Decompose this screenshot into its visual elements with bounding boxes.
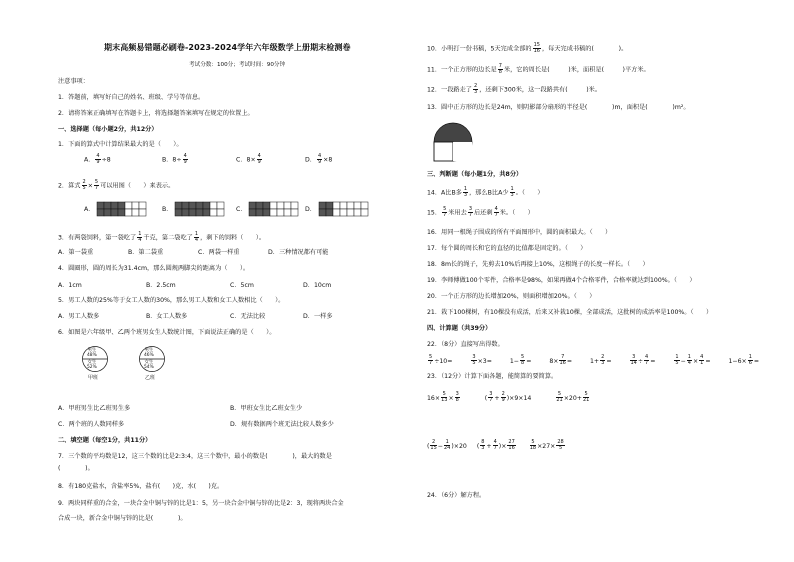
grid-cell [291,202,298,209]
pie-yi-male-label: 男生 46% [144,348,154,358]
grid-cell [347,209,354,216]
calc23-item: $\frac{5}{21}$ ×20+ $\frac{5}{21}$ [556,391,590,403]
grid-cell [217,202,224,209]
notice-2: 2．请将答案正确填写在答题卡上，将选择题答案填写在规定的位置上。 [58,110,254,117]
grid-cell [203,209,210,216]
q3: 3．有两袋饲料，第一袋吃了 $\frac{1}{4}$ 千克，第二袋吃了 $\frac{1}{4}$ ，剩下的饲料（ ）。 [58,231,266,243]
circle-square-figure [433,122,473,162]
calc22-item: $\frac{1}{5}$ − $\frac{1}{4}$ × $\frac{4}{1}$ = [675,354,711,366]
grid-cell [139,209,146,216]
grid-cell [340,209,347,216]
grid-cell [189,209,196,216]
q2-opt-b: B． [162,201,232,217]
page-title: 期末高频易错题必刷卷-2023-2024学年六年级数学上册期末检测卷 [104,43,351,52]
q3-opt-a: A．第一袋重 [58,249,94,256]
q4-opt-c: C．5cm [230,282,254,289]
grid-cell [189,202,196,209]
grid-cell [284,209,291,216]
calc22-item: 1+ $\frac{2}{3}$ = [590,354,612,366]
pie-jia-male-label: 男生 48% [87,348,97,358]
q1-opt-c: C．8× $\frac{4}{9}$ [236,153,261,165]
section-fill-head: 二、填空题（每空1分，共11分） [58,437,152,444]
grid-figure-d [318,201,376,217]
q21: 21．栽下100棵树，有10棵没有成活，后来又补栽10棵，全部成活，这批树的成活率是100%。（ ） [427,309,713,316]
grid-cell [111,209,118,216]
grid-figure-c [248,201,306,217]
calc22-item: 1−6× $\frac{1}{6}$ = [728,354,760,366]
grid-cell [326,202,333,209]
q7: 7．三个数的平均数是12，这三个数的比是2:3:4，这三个数中，最小的数是( )，最大的数是 [58,453,332,460]
q2: 2．算式 $\frac{2}{5}$ × $\frac{5}{7}$ 可以用图（ ）来表示。 [58,179,175,191]
grid-cell [263,209,270,216]
grid-cell [277,202,284,209]
pie-chart-jia [82,346,108,389]
pie-jia-female-label: 女生 52% [87,360,97,370]
calc23-item: ( $\frac{2}{15}$ − $\frac{1}{24}$ )×20 [427,439,467,451]
q6-opt-a: A．甲班男生比乙班男生多 [58,405,131,412]
q7-cont: ( )。 [58,465,94,472]
section-judge-head: 三、判断题（每小题1分，共8分） [427,171,523,178]
grid-cell [175,209,182,216]
grid-figure-b [174,201,232,217]
grid-cell [97,209,104,216]
q6-opt-d: D．规有数据两个班无法比较人数多少 [230,421,334,428]
q13: 13．圆中正方形的边长是24m，则阴影部分扇形的半径是( )m，面积是( )m²。 [427,104,690,111]
calc22-item: $\frac{3}{14}$ ÷ $\frac{4}{7}$ = [630,354,656,366]
calc23-item: $\frac{5}{18}$ ×27× $\frac{28}{5}$ [529,439,564,451]
q2-opt-c: C． [236,201,306,217]
q4: 4．圆圈形，圆的周长为31.4cm，那么圆规两脚尖的距离为（ ）。 [58,265,250,272]
q3-opt-b: B．第二袋重 [128,249,164,256]
grid-cell [132,202,139,209]
calc23-item: ( $\frac{3}{7}$ + $\frac{2}{9}$ )×9×14 [484,391,532,403]
grid-cell [196,209,203,216]
q3-opt-c: C．两袋一样重 [198,249,240,256]
grid-cell [182,202,189,209]
q9-cont: 合成一块，新合金中铜与锌的比是( )。 [58,515,187,522]
calc23-row-1 [427,392,590,403]
grid-cell [182,209,189,216]
q16: 16．用同一根绳子围成的所有平面图形中，圆的面积最大。（ ） [427,229,612,236]
grid-cell [249,202,256,209]
q8: 8．有180克盐水，含盐率5%，盐有( )克，水( )克。 [58,483,224,490]
q5: 5．男工人数的25%等于女工人数的30%，那么男工人数和女工人数相比（ ）。 [58,297,285,304]
q15: 15． $\frac{5}{7}$ 米用去 $\frac{3}{7}$ 后还剩 $\frac{4}{7}$ 米。（ ） [427,206,534,218]
grid-cell [284,202,291,209]
pie-yi-name: 乙班 [145,375,156,381]
grid-cell [354,209,361,216]
q1-opt-d: D． $\frac{4}{9}$ ×8 [305,153,333,165]
grid-cell [347,202,354,209]
grid-cell [326,209,333,216]
q5-opt-a: A．男工人数多 [58,313,100,320]
notice-head: 注意事项： [58,78,89,85]
grid-cell [217,209,224,216]
grid-cell [125,202,132,209]
notice-1: 1．答题前，填写好自己的姓名、班级、学号等信息。 [58,94,205,101]
grid-cell [361,209,368,216]
grid-cell [125,209,132,216]
q5-opt-b: B．女工人数多 [146,313,188,320]
grid-cell [111,202,118,209]
grid-cell [132,209,139,216]
section-choice-head: 一、选择题（每小题2分，共12分） [58,126,158,133]
grid-cell [139,202,146,209]
grid-cell [361,202,368,209]
grid-cell [319,209,326,216]
grid-cell [270,209,277,216]
q20: 20．一个正方形的边长增加20%，则面积增加20%。（ ） [427,293,596,300]
section-calc-head: 四、计算题（共39分） [427,325,492,332]
grid-cell [319,202,326,209]
grid-cell [333,209,340,216]
grid-cell [175,202,182,209]
calc22-item: $\frac{5}{7}$ ÷10= [429,354,453,366]
grid-cell [340,202,347,209]
grid-cell [210,209,217,216]
grid-cell [256,209,263,216]
q11: 11．一个正方形的边长是 $\frac{7}{8}$ 米，它的周长是( )米，面积是( )平方米。 [427,63,650,75]
calc22-item: 8× $\frac{7}{16}$ = [549,354,573,366]
q2-opt-d: D． [305,201,376,217]
q6: 6．如图是六年级甲、乙两个班男女生人数统计图，下面说法正确的是（ ）。 [58,329,276,336]
grid-cell [104,209,111,216]
q14: 14．A比B多 $\frac{1}{3}$ ，那么B比A少 $\frac{1}{3}$ 。（ ） [427,186,544,198]
q1-opt-b: B．8÷ $\frac{4}{9}$ [162,153,187,165]
q9: 9．两块同样重的合金，一块合金中铜与锌的比是1：5，另一块合金中铜与锌的比是2：3，现将两块合金 [58,500,344,507]
grid-cell [97,202,104,209]
grid-cell [118,209,125,216]
q5-opt-c: C．无法比较 [230,313,266,320]
pie-yi-female-label: 女生 54% [144,360,154,370]
calc22-item: 1− $\frac{5}{8}$ = [509,354,532,366]
pie-chart-yi [139,346,165,389]
grid-cell [277,209,284,216]
q6-opt-c: C．两个班的人数同样多 [58,421,125,428]
calc23-item: 16× $\frac{5}{13}$ × $\frac{3}{8}$ [427,391,459,403]
grid-cell [104,202,111,209]
exam-meta: 考试分数：100分；考试时间：90分钟 [189,62,286,68]
q12: 12．一段路走了 $\frac{2}{3}$ ，还剩下300米，这一段路共有( )米。 [427,83,602,95]
q10: 10．小明打一份书稿，5天完成全部的 $\frac{15}{16}$ ，每天完成书稿的( )。 [427,42,628,54]
grid-cell [291,209,298,216]
calc22-item: $\frac{3}{5}$ ×3= [472,354,492,366]
calc23-item: ( $\frac{8}{3}$ + $\frac{4}{7}$ )× $\frac{27}{16}$ [476,439,515,451]
grid-cell [333,202,340,209]
grid-cell [263,202,270,209]
grid-cell [196,202,203,209]
grid-figure-a [96,201,154,217]
grid-cell [118,202,125,209]
calc23-row-2 [427,440,566,451]
grid-cell [210,202,217,209]
q5-opt-d: D．一样多 [303,313,333,320]
q23: 23．（12分）计算下面各题，能简算的要简算。 [427,373,558,380]
q17: 17．每个圆的周长和它的直径的比值都是固定的。（ ） [427,245,587,252]
q19: 19．李师傅做100个零件，合格率是98%，如果再做4个合格零件，合格率就达到100%。（ ） [427,277,696,284]
q4-opt-d: D．10cm [303,282,332,289]
pie-jia-name: 甲班 [88,375,99,381]
q18: 18．8m长的绳子，先剪去10%后再接上10%，这根绳子的长度一样长。（ ） [427,261,649,268]
q22: 22．（8分）直接写出得数。 [427,341,504,348]
grid-cell [249,209,256,216]
q1-opt-a: A． $\frac{4}{9}$ ÷8 [84,153,111,165]
q3-opt-d: D．三种情况都有可能 [268,249,329,256]
calc22-row [427,355,759,366]
grid-cell [203,202,210,209]
q4-opt-b: B．2.5cm [146,282,176,289]
grid-cell [354,202,361,209]
q2-opt-a: A． [84,201,154,217]
q24: 24．（6分）解方程。 [427,492,486,499]
q1: 1．下面的算式中计算结果最大的是（ ）。 [58,141,183,148]
grid-cell [256,202,263,209]
grid-cell [270,202,277,209]
q4-opt-a: A．1cm [58,282,82,289]
q6-opt-b: B．甲班女生比乙班女生少 [230,405,303,412]
